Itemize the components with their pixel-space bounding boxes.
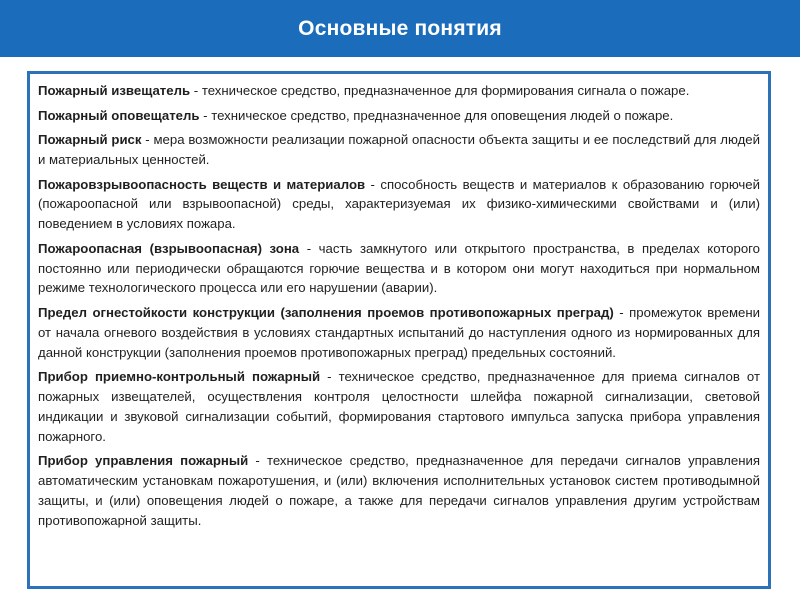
- definition-text: - техническое средство, предназначенное для передачи сигналов управления автоматическим установкам пожаротушения, и (или) включения исполнительных установок систем противодымной защиты, и (или) оповещения людей о пожаре, а также для передачи сигналов управления другим устройствам противопожарной защиты.: [38, 453, 760, 528]
- definition-term: Пожароопасная (взрывоопасная) зона: [38, 240, 300, 256]
- definition-term: Пожарный риск: [38, 132, 142, 148]
- definition-term: Прибор управления пожарный: [38, 453, 249, 469]
- definition-text: - часть замкнутого или открытого пространства, в пределах которого постоянно или периодически обращаются горючие вещества и в котором они могут находиться при нормальном режиме технологического процесса или его нарушении (аварии).: [38, 240, 761, 296]
- definition-item: [38, 303, 760, 362]
- definition-text: - техническое средство, предназначенное для приема сигналов от пожарных извещателей, осуществления контроля целостности шлейфа пожарной сигнализации, световой индикации и звуковой сигнализации событий, формирования стартового импульса запуска прибора управления пожарного.: [38, 369, 760, 444]
- definition-item: [38, 239, 760, 298]
- definition-item: [38, 451, 760, 530]
- definitions-box: [27, 71, 771, 589]
- definition-item: [38, 367, 760, 446]
- definition-text: - промежуток времени от начала огневого воздействия в условиях стандартных испытаний до наступления одного из нормированных для данной конструкции (заполнения проемов противопожарных преград) предельных состояний.: [38, 304, 760, 360]
- slide-title: Основные понятия: [298, 16, 502, 40]
- definition-term: Пожарный оповещатель: [38, 107, 200, 123]
- definition-text: - мера возможности реализации пожарной опасности объекта защиты и ее последствий для людей и материальных ценностей.: [38, 132, 760, 167]
- title-bar: [0, 0, 800, 57]
- definition-term: Предел огнестойкости конструкции (заполнения проемов противопожарных преград): [38, 304, 614, 320]
- definition-term: Прибор приемно-контрольный пожарный: [38, 369, 321, 385]
- definition-item: [38, 81, 760, 101]
- definition-text: - техническое средство, предназначенное для оповещения людей о пожаре.: [199, 107, 674, 123]
- definition-item: [38, 106, 760, 126]
- definition-term: Пожаровзрывоопасность веществ и материалов: [38, 176, 366, 192]
- definition-text: - способность веществ и материалов к образованию горючей (пожароопасной или взрывоопасной) среды, характеризуемая их физико-химическими свойствами и (или) поведением в условиях пожара.: [38, 176, 760, 232]
- definition-text: - техническое средство, предназначенное для формирования сигнала о пожаре.: [190, 83, 690, 98]
- definition-term: Пожарный извещатель: [38, 83, 191, 98]
- definitions-list: [38, 81, 760, 530]
- definition-item: [38, 175, 760, 234]
- definition-item: [38, 130, 760, 170]
